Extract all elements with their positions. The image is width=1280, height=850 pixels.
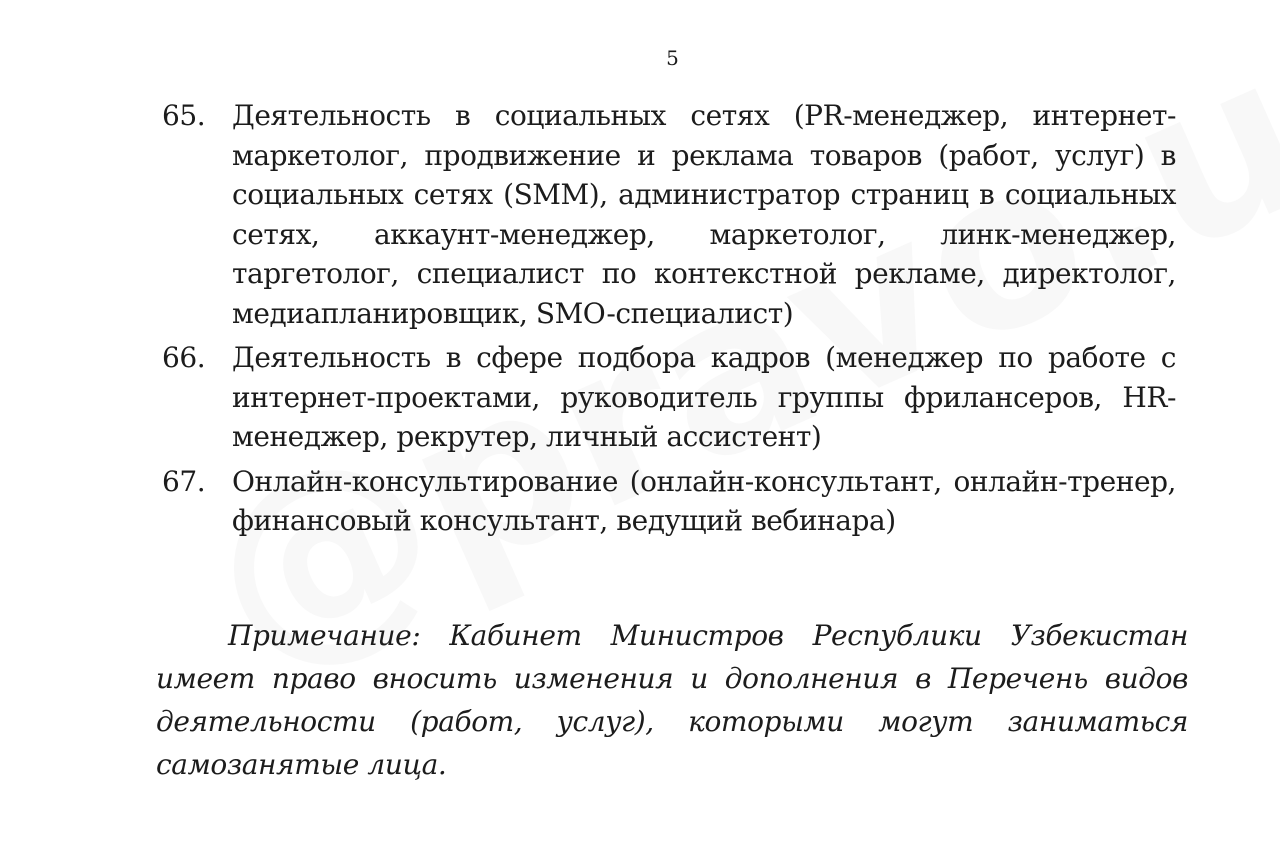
page-number: 5 <box>666 46 679 70</box>
item-text: Деятельность в социальных сетях (PR-менеджер, интернет-маркетолог, продвижение и реклама товаров (работ, услуг) в социальных сетях (SMM), администратор страниц в социальных сетях, аккаунт-менеджер, маркетолог, линк-менеджер, таргетолог, специалист по контекстной рекламе, директолог, медиапланировщик, SMO-специалист) <box>232 99 1176 330</box>
item-text: Деятельность в сфере подбора кадров (менеджер по работе с интернет-проектами, руководитель группы фрилансеров, HR-менеджер, рекрутер, личный ассистент) <box>232 341 1176 453</box>
list-item-66 <box>162 338 1176 457</box>
note-paragraph: Примечание: Кабинет Министров Республики Узбекистан имеет право вносить изменения и дополнения в Перечень видов деятельности (работ, услуг), которыми могут заниматься самозанятые лица. <box>156 619 1188 781</box>
list-item-67 <box>162 462 1176 541</box>
activity-list <box>162 96 1176 546</box>
item-text: Онлайн-консультирование (онлайн-консультант, онлайн-тренер, финансовый консультант, ведущий вебинара) <box>232 464 1176 537</box>
item-number: 67. <box>162 464 206 498</box>
item-number: 65. <box>162 99 206 132</box>
item-number: 66. <box>162 341 206 374</box>
list-item-65 <box>162 96 1176 333</box>
